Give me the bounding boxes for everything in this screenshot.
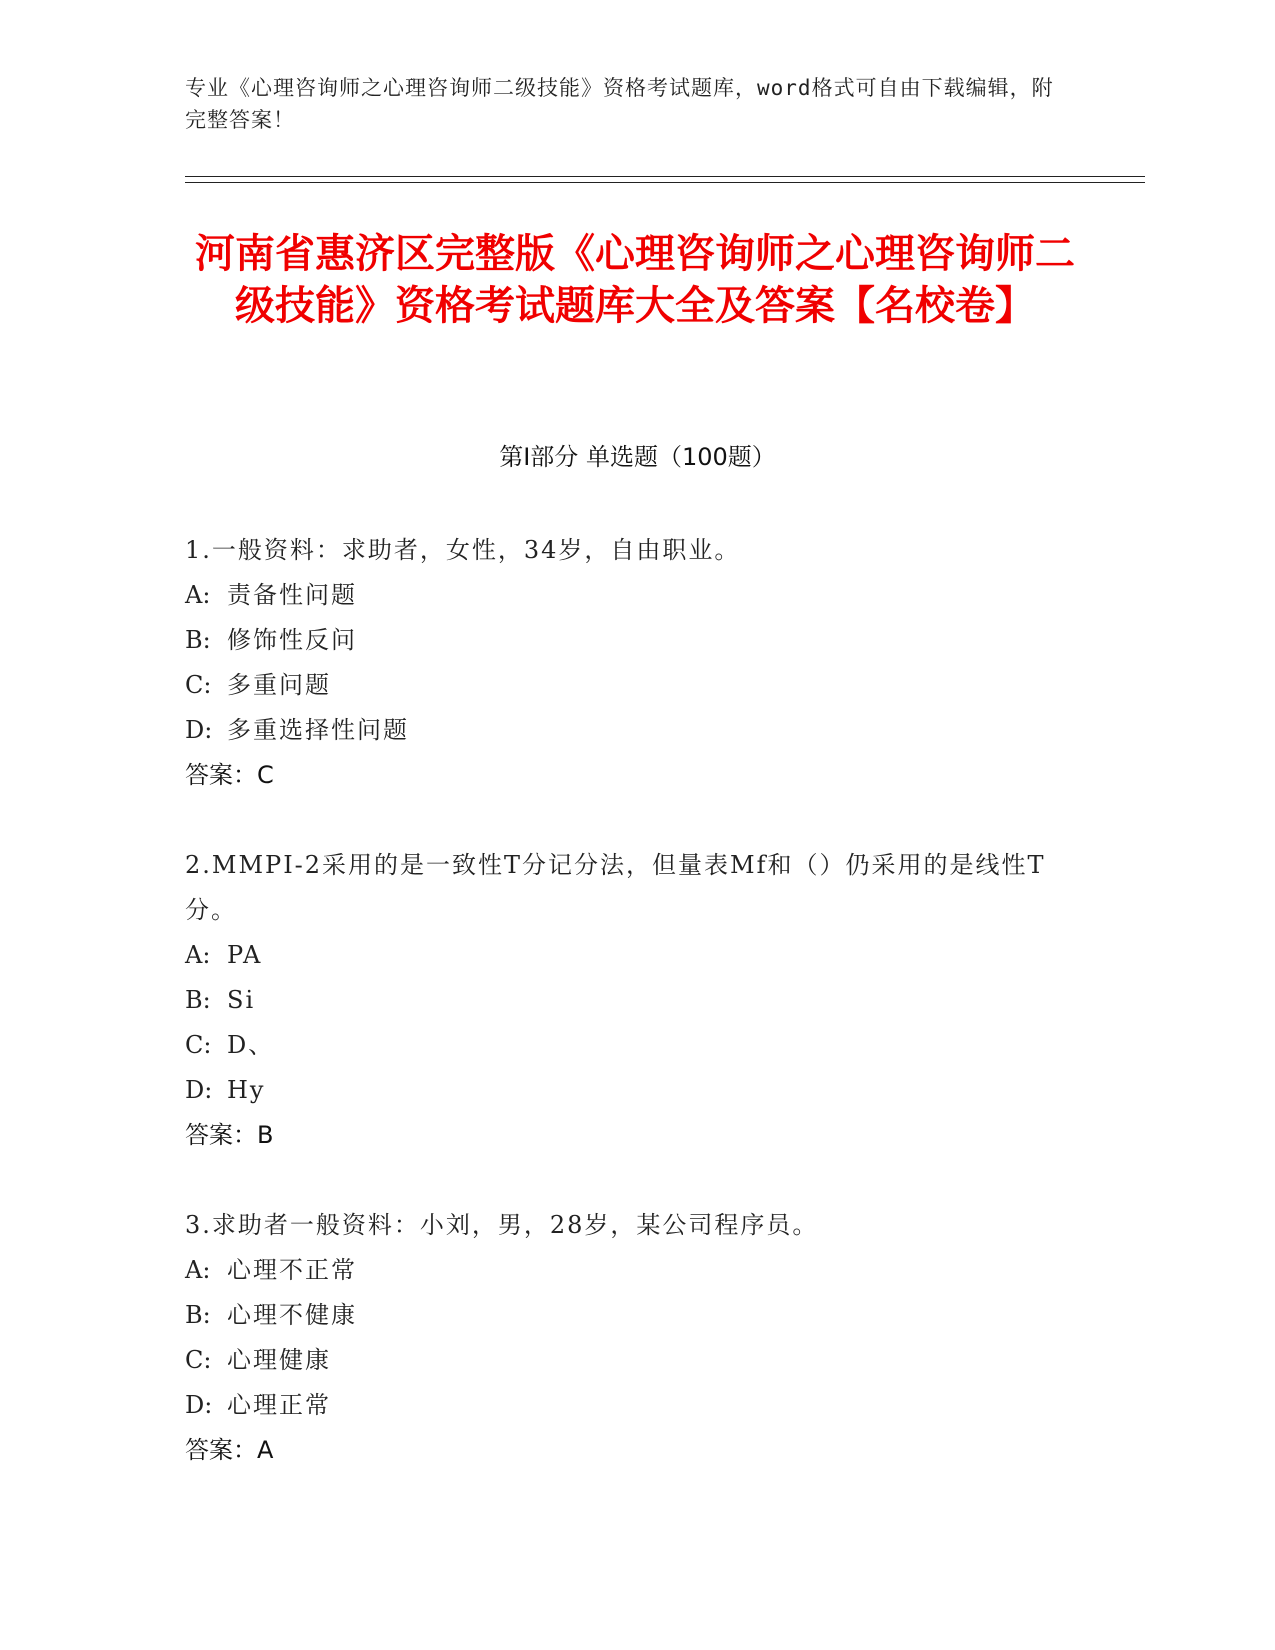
option-text: D、 (227, 1031, 275, 1059)
option-a (185, 1248, 1085, 1293)
option-label: D: (185, 1391, 213, 1419)
option-text: 心理不正常 (227, 1256, 357, 1284)
option-text: PA (227, 941, 263, 969)
option-text: 心理正常 (227, 1391, 331, 1419)
option-d (185, 708, 1085, 753)
option-label: C: (185, 671, 212, 699)
option-c (185, 1023, 1085, 1068)
document-title: 河南省惠济区完整版《心理咨询师之心理咨询师二级技能》资格考试题库大全及答案【名校卷】 (195, 231, 1075, 329)
option-text: 多重选择性问题 (227, 716, 409, 744)
answer: 答案：B (185, 1121, 274, 1149)
option-c (185, 1338, 1085, 1383)
answer: 答案：A (185, 1436, 274, 1464)
option-a (185, 933, 1085, 978)
option-d (185, 1383, 1085, 1428)
option-label: C: (185, 1346, 212, 1374)
question-stem: 2.MMPI-2采用的是一致性T分记分法，但量表Mf和（）仍采用的是线性T分。 (185, 851, 1046, 924)
question-stem: 1.一般资料：求助者，女性，34岁，自由职业。 (185, 536, 741, 564)
option-b (185, 978, 1085, 1023)
question-2 (185, 843, 1085, 1158)
option-text: 修饰性反问 (227, 626, 357, 654)
option-text: 心理不健康 (227, 1301, 357, 1329)
option-a (185, 573, 1085, 618)
option-text: Hy (227, 1076, 266, 1104)
option-d (185, 1068, 1085, 1113)
answer: 答案：C (185, 761, 274, 789)
option-c (185, 663, 1085, 708)
section-title: 第Ⅰ部分 单选题（100题） (499, 443, 776, 471)
option-label: B: (185, 1301, 211, 1329)
option-text: Si (227, 986, 256, 1014)
option-label: B: (185, 986, 211, 1014)
option-label: A: (185, 581, 211, 609)
option-label: D: (185, 716, 213, 744)
question-3 (185, 1203, 1085, 1473)
option-text: 多重问题 (227, 671, 331, 699)
option-label: D: (185, 1076, 213, 1104)
header-note: 专业《心理咨询师之心理咨询师二级技能》资格考试题库，word格式可自由下载编辑，附完整答案！ (185, 76, 1054, 132)
option-label: A: (185, 941, 211, 969)
option-b (185, 1293, 1085, 1338)
option-b (185, 618, 1085, 663)
option-text: 责备性问题 (227, 581, 357, 609)
option-text: 心理健康 (227, 1346, 331, 1374)
option-label: A: (185, 1256, 211, 1284)
question-list (185, 528, 1085, 1518)
option-label: C: (185, 1031, 212, 1059)
question-1 (185, 528, 1085, 798)
header-divider-top (185, 176, 1145, 177)
header-divider-bottom (185, 182, 1145, 183)
option-label: B: (185, 626, 211, 654)
question-stem: 3.求助者一般资料：小刘，男，28岁，某公司程序员。 (185, 1211, 819, 1239)
